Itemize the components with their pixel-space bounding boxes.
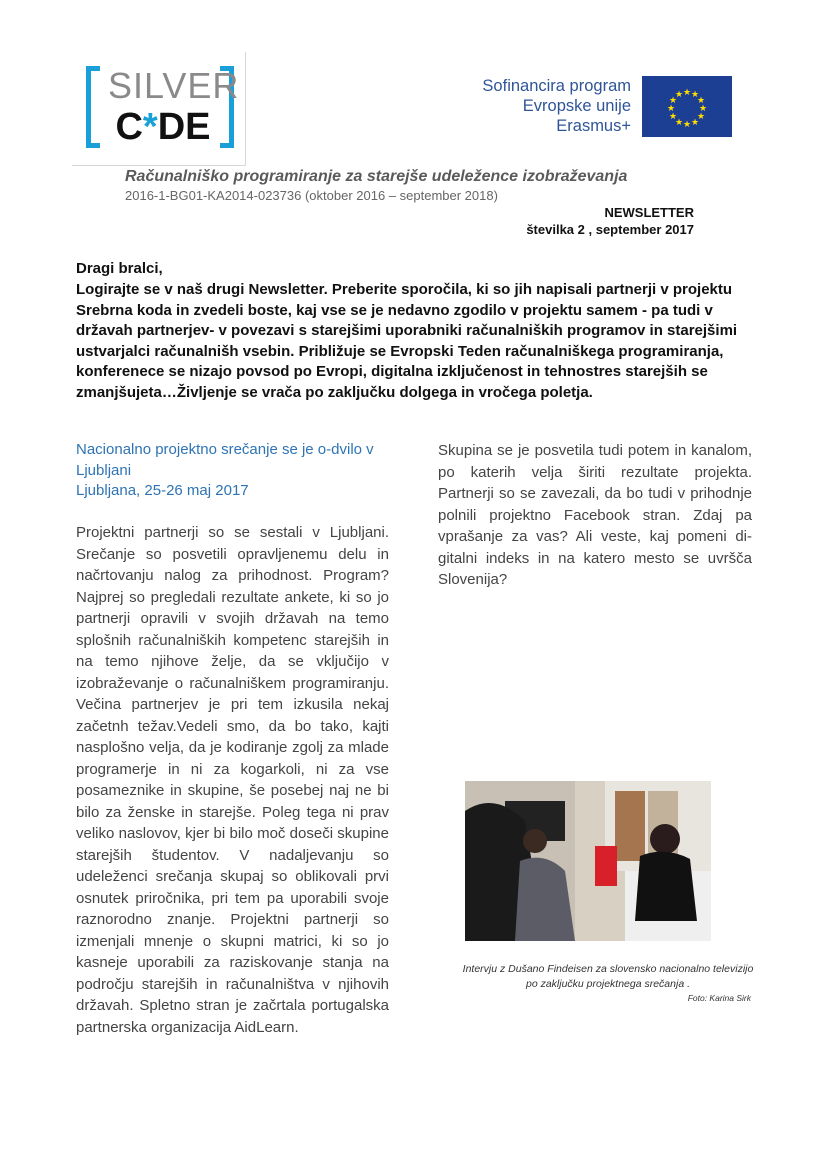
logo-code-text: C*DE [115, 106, 211, 148]
project-code: 2016-1-BG01-KA2014-023736 (oktober 2016 – september 2018) [125, 188, 498, 203]
greeting: Dragi bralci, [76, 260, 163, 277]
newsletter-label: NEWSLETTER [604, 205, 694, 220]
svg-text:★: ★ [668, 95, 678, 105]
eu-flag-icon [642, 76, 732, 137]
article-title-line: Ljubljani [76, 461, 132, 479]
svg-text:★: ★ [696, 111, 706, 121]
article-body-left: Projektni partnerji so se sestali v Ljubljani. Srečanje so posvetili opravljenemu delu in načrtovanju nalog za prihodnost. Program? Najprej so pregledali rezultate ankete, ki so jo partnerji opravili v svojih državah na temo splošnih računalniških kompetenc starejših in na temo njihove želje, da se vključijo v izobraževanje o računalniškem programiranju. Večina partnerjev je pri tem izkusila nekaj začetnh težav.Vedeli smo, da bo tako, kajti nasplošno velja, da je kodiranje zgolj za mlade programerje in ni za kogarkoli, ni za vse posameznike in skupine, še posebej naj ne bi bilo za ženske in starejše. Poleg tega ni prav veliko naslovov, kjer bi bilo moč doseči skupine starejših študentov. V nadaljevanju so udeleženci srečanja skupaj so oblikovali prvi osnutek priročnika, pri tem pa uporabili svoje raznorodno znanje. Projektni partnerji so izmenjali mnenje o skupni matrici, ki so jo kasneje uporabili za raziskovanje stanja na področju starejših in računalništva v njihovih državah. Spletno stran je začrtala portugalska partnerska organizacija AidLearn. [76, 524, 389, 1036]
svg-text:★: ★ [666, 103, 676, 113]
svg-text:★: ★ [696, 95, 706, 105]
photo-credit: Foto: Karina Sirk [687, 993, 751, 1003]
article-title [76, 440, 396, 502]
intro-paragraph: Logirajte se v naš drugi Newsletter. Preberite sporočila, ki so jih napisali partnerji v projektu Srebrna koda in zvedeli boste, kaj vse se je nedavno zgodilo v projektu samem - pa tudi v državah partnerjev- v povezavi s starejšimi uporabniki računalniških programov in starejšimi ustvarjalci računalnišh vsebin. Približuje se Evropski Teden računalniškega programiranja, konferenece se nizajo povsod po Evropi, digitalna izključenost in tehnostres starejših se zmanjšujeta…Življenje se vrača po zaključku dolgega in vročega poletja. [76, 281, 738, 401]
svg-text:★: ★ [690, 89, 700, 99]
svg-text:★: ★ [682, 119, 692, 129]
svg-text:★: ★ [690, 117, 700, 127]
svg-text:★: ★ [668, 111, 678, 121]
project-title: Računalniško programiranje za starejše udeležence izobraževanja [125, 168, 628, 185]
newsletter-issue: številka 2 , september 2017 [526, 222, 694, 237]
logo-left-bracket [86, 66, 100, 148]
interview-photo [465, 781, 711, 941]
svg-text:★: ★ [674, 117, 684, 127]
sponsor-text: Sofinancira program Evropske unije Erasmus+ [482, 77, 631, 135]
silver-code-logo [72, 52, 246, 166]
logo-silver-text: SILVER [108, 65, 240, 106]
photo-caption: Intervju z Dušano Findeisen za slovensko nacionalno televizijo po zaključku projektnega srečanja . [462, 963, 754, 990]
article-date-line: Ljubljana, 25-26 maj 2017 [76, 482, 249, 499]
logo-asterisk-icon: * [142, 106, 158, 148]
svg-text:★: ★ [682, 87, 692, 97]
svg-text:★: ★ [674, 89, 684, 99]
svg-text:★: ★ [698, 103, 708, 113]
eu-stars [667, 87, 707, 129]
article-title-line: Nacionalno projektno srečanje se je o-dvilo v [76, 441, 374, 458]
article-body-right: Skupina se je posvetila tudi potem in kanalom, po katerih velja širiti rezultate projekta. Partnerji so se zavezali, da bo tudi v prihodnje polnili projektno Facebook stran. Zdaj pa vprašanje za vas? Ali veste, kaj pomeni di-gitalni indeks in na katero mesto se uvršča Slovenija? [438, 442, 752, 588]
